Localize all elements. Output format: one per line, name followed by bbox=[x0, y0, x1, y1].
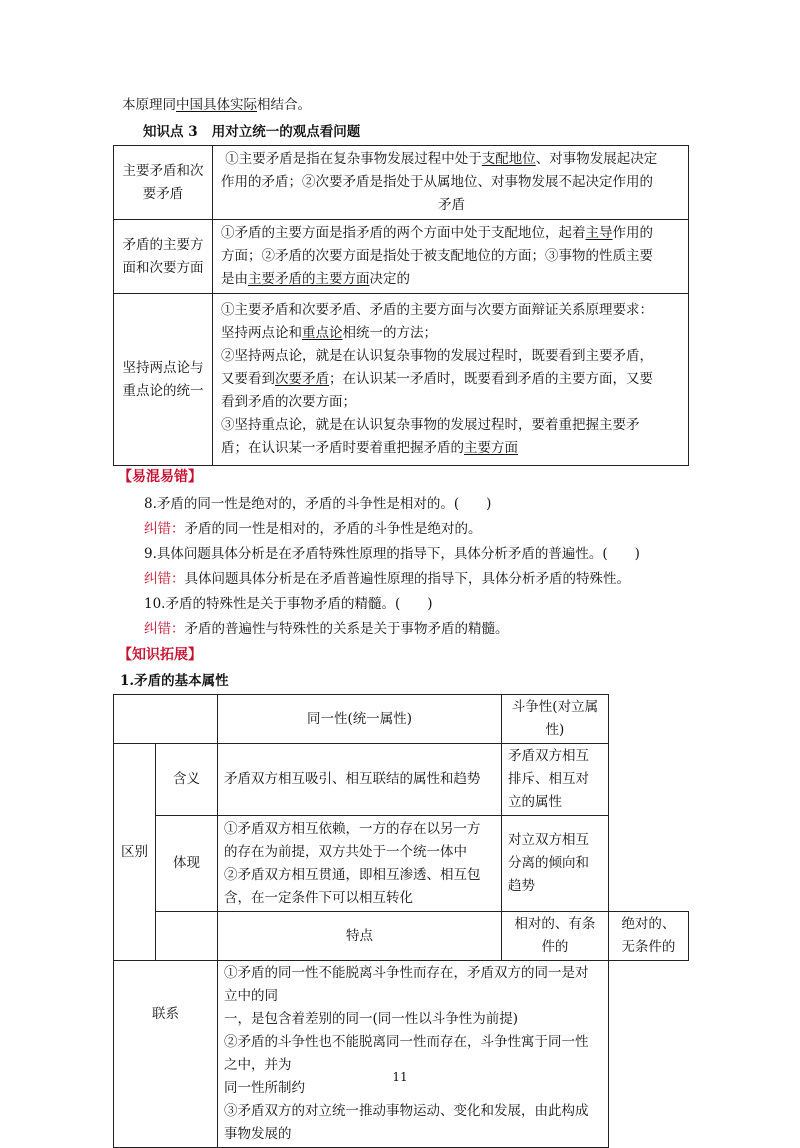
knowledge-point-title: 用对立统一的观点看问题 bbox=[211, 124, 361, 140]
row-content: ①矛盾的主要方面是指矛盾的两个方面中处于支配地位，起着主导作用的 方面；②矛盾的次要方面是指处于被支配地位的方面；③事物的性质主要 是由主要矛盾的主要方面决定的 bbox=[213, 220, 689, 294]
extension-heading: 【知识拓展】 bbox=[118, 647, 202, 663]
column-header: 斗争性(对立属性) bbox=[502, 695, 609, 744]
struggle-cell: 矛盾双方相互排斥、相互对 立的属性 bbox=[502, 744, 609, 816]
row-content: ①主要矛盾是指在复杂事物发展过程中处于支配地位、对事物发展起决定 作用的矛盾；②次要矛盾是指处于从属地位、对事物发展不起决定作用的 矛盾 bbox=[213, 146, 689, 220]
table-row bbox=[114, 816, 689, 912]
link-label: 联系 bbox=[114, 961, 218, 1148]
table-row bbox=[114, 744, 689, 816]
row-label: 特点 bbox=[218, 912, 502, 961]
knowledge-point-heading bbox=[143, 122, 360, 142]
table-row bbox=[114, 294, 689, 466]
intro-prefix: 本原理同 bbox=[122, 97, 176, 113]
confusion-heading: 【易混易错】 bbox=[118, 469, 202, 485]
table-row bbox=[114, 220, 689, 294]
knowledge-table bbox=[113, 145, 689, 466]
extension-subtitle: 1.矛盾的基本属性 bbox=[120, 673, 229, 689]
table-row bbox=[114, 912, 689, 961]
group-label: 区别 bbox=[114, 744, 156, 961]
page-number: 11 bbox=[392, 1070, 408, 1084]
table-row bbox=[114, 961, 689, 1148]
identity-cell: 相对的、有条件的 bbox=[502, 912, 609, 961]
link-content: ①矛盾的同一性不能脱离斗争性而存在，矛盾双方的同一是对立中的同 一，是包含着差别的同一(同一性以斗争性为前提) ②矛盾的斗争性也不能脱离同一性而存在，斗争性寓于同一性之中，并为 同一性所制约 ③矛盾双方的对立统一推动事物运动、变化和发展，由此构成事物发展的 bbox=[218, 961, 609, 1148]
row-header: 主要矛盾和次 要矛盾 bbox=[114, 146, 213, 220]
row-content: ①主要矛盾和次要矛盾、矛盾的主要方面与次要方面辩证关系原理要求： 坚持两点论和重点论相统一的方法； ②坚持两点论，就是在认识复杂事物的发展过程时，既要看到主要矛盾， 又要看到次要矛盾；在认识某一矛盾时，既要看到矛盾的主要方面，又要 看到矛盾的次要方面； ③坚持重点论，就是在认识复杂事物的发展过程时，要着重把握主要矛 盾；在认识某一矛盾时要着重把握矛盾的主要方面 bbox=[213, 294, 689, 466]
identity-cell: 矛盾双方相互吸引、相互联结的属性和趋势 bbox=[218, 744, 502, 816]
row-label: 体现 bbox=[156, 816, 218, 912]
row-label: 含义 bbox=[156, 744, 218, 816]
confusion-answer: 纠错：具体问题具体分析是在矛盾普遍性原理的指导下，具体分析矛盾的特殊性。 bbox=[144, 571, 630, 587]
knowledge-point-number: 知识点 3 bbox=[143, 124, 198, 140]
confusion-question: 8.矛盾的同一性是绝对的，矛盾的斗争性是相对的。( ) bbox=[144, 496, 492, 512]
intro-line bbox=[122, 95, 311, 115]
confusion-answer: 纠错：矛盾的普遍性与特殊性的关系是关于事物矛盾的精髓。 bbox=[144, 621, 509, 637]
row-header: 矛盾的主要方 面和次要方面 bbox=[114, 220, 213, 294]
identity-cell: ①矛盾双方相互依赖，一方的存在以另一方 的存在为前提，双方共处于一个统一体中 ②矛盾双方相互贯通，即相互渗透、相互包 含，在一定条件下可以相互转化 bbox=[218, 816, 502, 912]
confusion-question: 9.具体问题具体分析是在矛盾特殊性原理的指导下，具体分析矛盾的普遍性。( ) bbox=[144, 546, 640, 562]
confusion-answer: 纠错：矛盾的同一性是相对的，矛盾的斗争性是绝对的。 bbox=[144, 521, 482, 537]
column-header: 同一性(统一属性) bbox=[218, 695, 502, 744]
table-row bbox=[114, 146, 689, 220]
struggle-cell: 绝对的、无条件的 bbox=[608, 912, 688, 961]
intro-underlined: 中国具体实际 bbox=[176, 97, 257, 113]
row-header: 坚持两点论与 重点论的统一 bbox=[114, 294, 213, 466]
table-row bbox=[114, 695, 689, 744]
confusion-question: 10.矛盾的特殊性是关于事物矛盾的精髓。( ) bbox=[144, 596, 433, 612]
struggle-cell: 对立双方相互分离的倾向和 趋势 bbox=[502, 816, 609, 912]
intro-suffix: 相结合。 bbox=[257, 97, 311, 113]
